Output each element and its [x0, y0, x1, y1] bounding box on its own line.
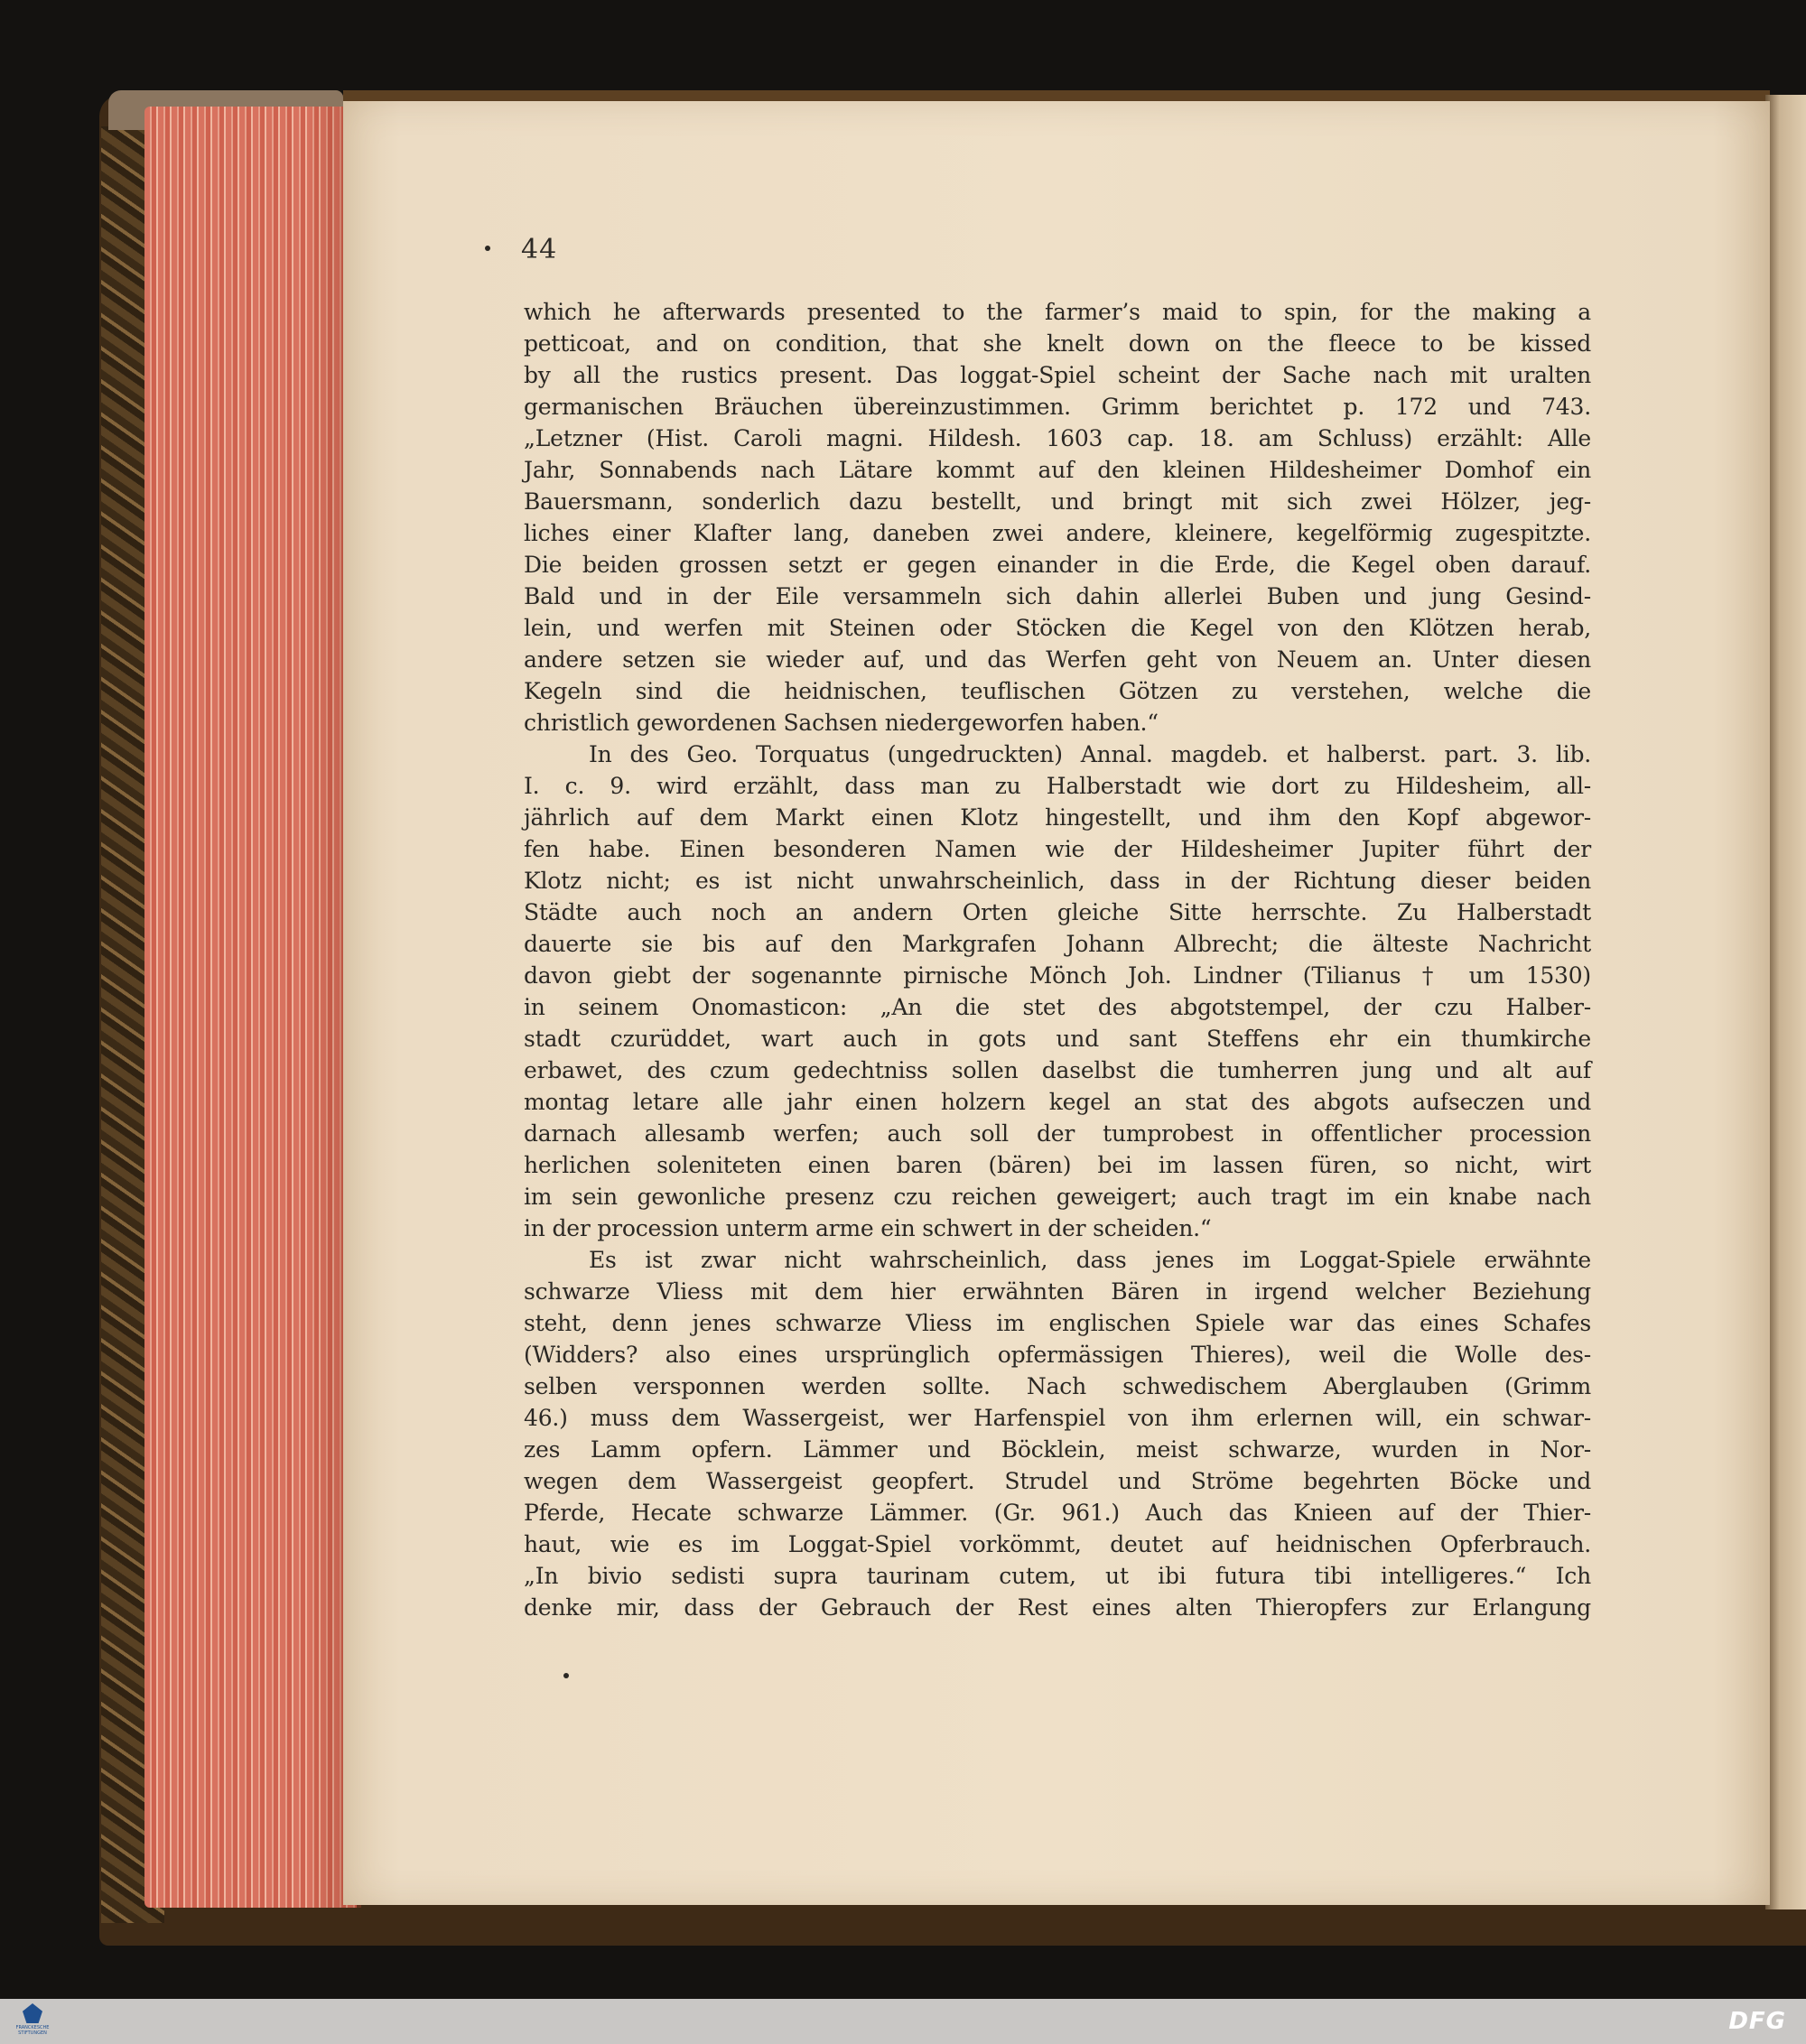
logo-label: FRANCKESCHE STIFTUNGEN — [15, 2025, 50, 2036]
text-line: steht, denn jenes schwarze Vliess im englischen Spiele war das eines Schafes — [524, 1310, 1591, 1336]
text-line: germanischen Bräuchen übereinzustimmen. Grimm berichtet p. 172 und 743. — [524, 394, 1591, 420]
franckesche-stiftungen-logo[interactable] — [11, 2003, 54, 2039]
text-line: montag letare alle jahr einen holzern kegel an stat des abgots aufseczen und — [524, 1089, 1591, 1115]
dfg-logo[interactable]: DFG — [1728, 2008, 1786, 2035]
text-line: dauerte sie bis auf den Markgrafen Johann Albrecht; die älteste Nachricht — [524, 931, 1591, 957]
text-line: Städte auch noch an andern Orten gleiche Sitte herrschte. Zu Halberstadt — [524, 899, 1591, 925]
text-line: by all the rustics present. Das loggat-Spiel scheint der Sache nach mit uralten — [524, 362, 1591, 388]
facing-page-edge — [1765, 95, 1806, 1909]
text-line: denke mir, dass der Gebrauch der Rest eines alten Thieropfers zur Erlangung — [524, 1594, 1591, 1621]
text-line: In des Geo. Torquatus (ungedruckten) Annal. magdeb. et halberst. part. 3. lib. — [589, 741, 1591, 767]
text-line: haut, wie es im Loggat-Spiel vorkömmt, deutet auf heidnischen Opferbrauch. — [524, 1531, 1591, 1557]
text-line: Es ist zwar nicht wahrscheinlich, dass jenes im Loggat-Spiele erwähnte — [589, 1247, 1591, 1273]
text-line: jährlich auf dem Markt einen Klotz hingestellt, und ihm den Kopf abgewor- — [524, 804, 1591, 831]
body-text — [524, 296, 1591, 1623]
text-line: Jahr, Sonnabends nach Lätare kommt auf den kleinen Hildesheimer Domhof ein — [524, 457, 1591, 483]
text-line: christlich gewordenen Sachsen niedergeworfen haben.“ — [524, 710, 1159, 736]
text-line: which he afterwards presented to the farmer’s maid to spin, for the making a — [524, 299, 1591, 325]
text-line: Bald und in der Eile versammeln sich dahin allerlei Buben und jung Gesind- — [524, 583, 1591, 609]
text-line: (Widders? also eines ursprünglich opfermässigen Thieres), weil die Wolle des- — [524, 1342, 1591, 1368]
text-line: im sein gewonliche presenz czu reichen geweigert; auch tragt im ein knabe nach — [524, 1184, 1591, 1210]
print-speck — [485, 246, 490, 251]
text-line: davon giebt der sogenannte pirnische Mönch Joh. Lindner (Tilianus † um 1530) — [524, 962, 1591, 989]
text-line: fen habe. Einen besonderen Namen wie der Hildesheimer Jupiter führt der — [524, 836, 1591, 862]
text-line: Klotz nicht; es ist nicht unwahrscheinlich, dass in der Richtung dieser beiden — [524, 868, 1591, 894]
print-speck — [563, 1673, 569, 1678]
text-line: 46.) muss dem Wassergeist, wer Harfenspiel von ihm erlernen will, ein schwar- — [524, 1405, 1591, 1431]
text-line: Die beiden grossen setzt er gegen einander in die Erde, die Kegel oben darauf. — [524, 552, 1591, 578]
text-line: schwarze Vliess mit dem hier erwähnten Bären in irgend welcher Beziehung — [524, 1278, 1591, 1305]
text-line: liches einer Klafter lang, daneben zwei andere, kleinere, kegelförmig zugespitzte. — [524, 520, 1591, 546]
text-line: stadt czurüddet, wart auch in gots und sant Steffens ehr ein thumkirche — [524, 1026, 1591, 1052]
text-line: zes Lamm opfern. Lämmer und Böcklein, meist schwarze, wurden in Nor- — [524, 1436, 1591, 1463]
text-line: lein, und werfen mit Steinen oder Stöcken die Kegel von den Klötzen herab, — [524, 615, 1591, 641]
text-line: „In bivio sedisti supra taurinam cutem, ut ibi futura tibi intelligeres.“ Ich — [524, 1563, 1591, 1589]
text-line: I. c. 9. wird erzählt, dass man zu Halberstadt wie dort zu Hildesheim, all- — [524, 773, 1591, 799]
text-line: „Letzner (Hist. Caroli magni. Hildesh. 1603 cap. 18. am Schluss) erzählt: Alle — [524, 425, 1591, 451]
text-line: in seinem Onomasticon: „An die stet des abgotstempel, der czu Halber- — [524, 994, 1591, 1020]
text-line: Kegeln sind die heidnischen, teuflischen Götzen zu verstehen, welche die — [524, 678, 1591, 704]
text-line: Bauersmann, sonderlich dazu bestellt, und bringt mit sich zwei Hölzer, jeg- — [524, 488, 1591, 515]
text-line: wegen dem Wassergeist geopfert. Strudel und Ströme begehrten Böcke und — [524, 1468, 1591, 1494]
text-line: selben versponnen werden sollte. Nach schwedischem Aberglauben (Grimm — [524, 1373, 1591, 1399]
text-line: andere setzen sie wieder auf, und das Werfen geht von Neuem an. Unter diesen — [524, 646, 1591, 673]
institution-icon — [23, 2003, 42, 2023]
viewer-footer-bar — [0, 1999, 1806, 2044]
text-line: darnach allesamb werfen; auch soll der tumprobest in offentlicher procession — [524, 1120, 1591, 1147]
text-line: herlichen soleniteten einen baren (bären) bei im lassen füren, so nicht, wirt — [524, 1152, 1591, 1178]
text-line: Pferde, Hecate schwarze Lämmer. (Gr. 961.) Auch das Knieen auf der Thier- — [524, 1500, 1591, 1526]
text-line: in der procession unterm arme ein schwert in der scheiden.“ — [524, 1215, 1212, 1241]
text-line: erbawet, des czum gedechtniss sollen daselbst die tumherren jung und alt auf — [524, 1057, 1591, 1083]
page-number: 44 — [521, 234, 558, 265]
text-line: petticoat, and on condition, that she knelt down on the fleece to be kissed — [524, 330, 1591, 357]
